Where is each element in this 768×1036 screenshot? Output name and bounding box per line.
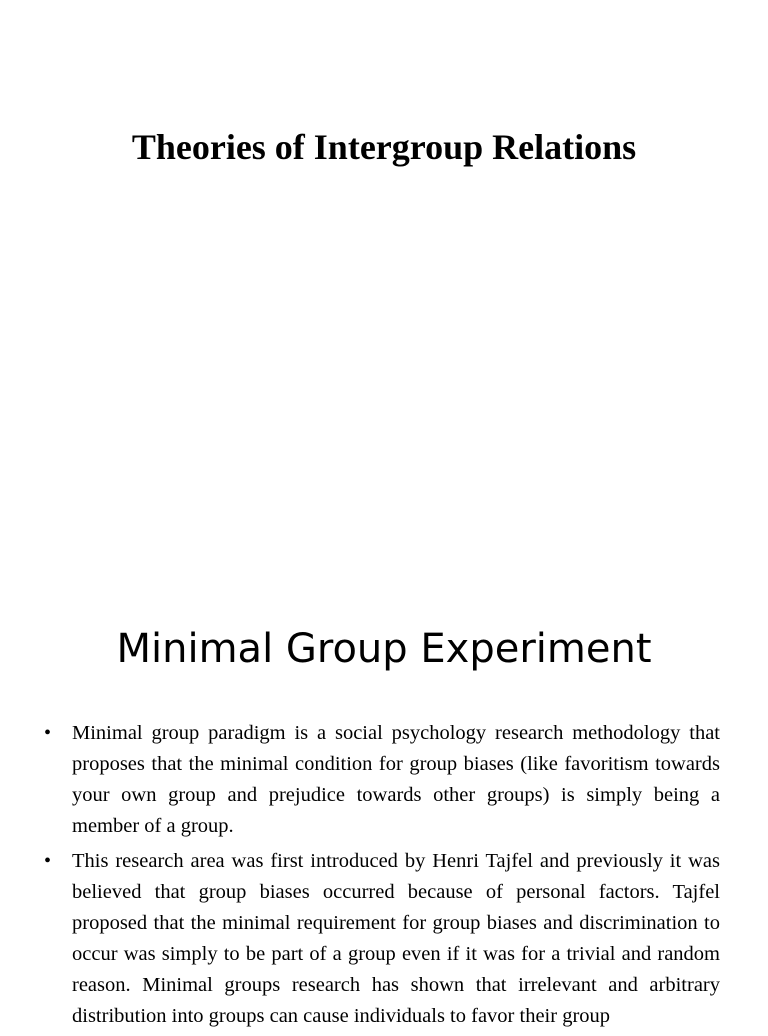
bullet-item [44, 718, 720, 842]
bullet-item [44, 846, 720, 1032]
bullet-icon: • [44, 722, 52, 744]
bullet-text: Minimal group paradigm is a social psychology research methodology that proposes that the minimal condition for group biases (like favoritism towards your own group and prejudice towards other groups) is simply being a member of a group. [72, 722, 720, 837]
bullet-icon: • [44, 850, 52, 872]
section-heading: Minimal Group Experiment [116, 626, 652, 672]
slide-title: Theories of Intergroup Relations [131, 127, 637, 167]
bullet-list [0, 718, 768, 1036]
bullet-text: This research area was first introduced by Henri Tajfel and previously it was believed that group biases occurred because of personal factors. Tajfel proposed that the minimal requirement for group biases and discrimination to occur was simply to be part of a group even if it was for a trivial and random reason. Minimal groups research has shown that irrelevant and arbitrary distribution into groups can cause individuals to favor their group [72, 850, 720, 1027]
